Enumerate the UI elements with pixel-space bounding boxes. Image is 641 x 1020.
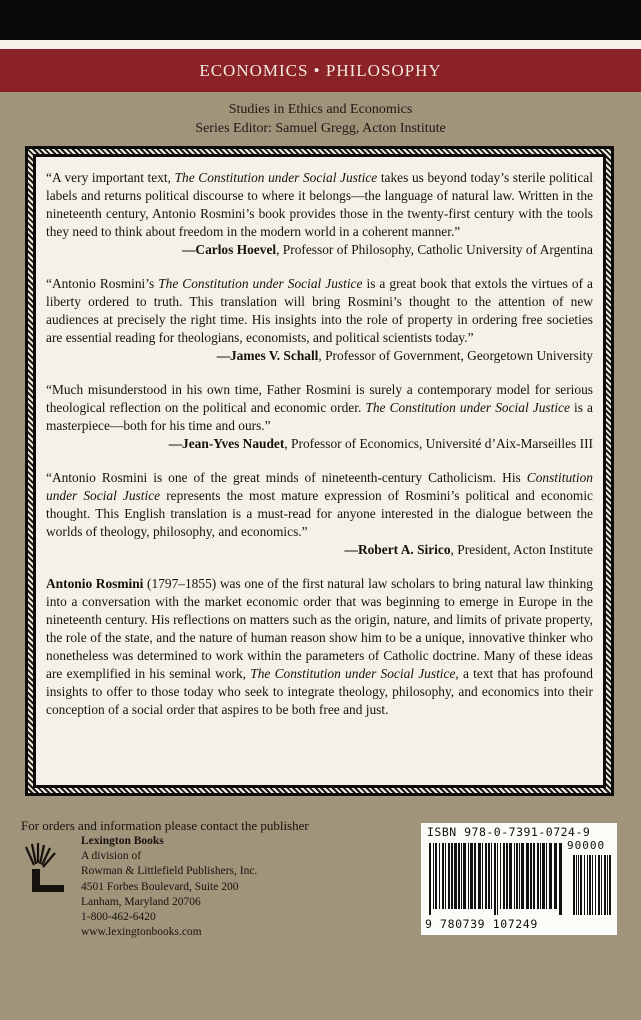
barcode-bar [461, 843, 462, 909]
orders-line: For orders and information please contact the publisher [21, 818, 309, 833]
price-code: 90000 [567, 839, 606, 852]
barcode-bar [497, 843, 498, 915]
quote-text [46, 469, 593, 541]
barcode-bar [559, 843, 562, 915]
publisher-line: A division of [81, 850, 142, 863]
barcode-bar [500, 843, 501, 909]
barcode-bar [478, 843, 481, 909]
barcode-bar [429, 843, 431, 915]
barcode-bar [463, 843, 466, 909]
barcode-bar [435, 843, 437, 909]
barcode-box [421, 823, 617, 935]
bio-text-1: (1797–1855) was one of the first natural law scholars to bring natural law thinking into a conversation with the market economic order that was beginning to emerge in Europe in the nineteenth century. His reflections on matters such as the origin, nature, and limits of private property, the role of the state, and the nature of human reason show him to be a unique, innovative thinker who nonetheless was determined to work within the parameters of Catholic doctrine. Many of these ideas are exemplified in his seminal work, [46, 576, 593, 681]
quote-text [46, 169, 593, 241]
quote-author: —Jean-Yves Naudet [168, 436, 285, 451]
quote-segment: is a masterpiece—both for his time and ours.” [46, 400, 594, 433]
barcode-bar [589, 855, 591, 915]
series-title: Studies in Ethics and Economics [228, 102, 413, 117]
quote-attribution [46, 241, 593, 259]
endorsement-quote [46, 275, 593, 365]
publisher-phone: 1-800-462-6420 [81, 911, 156, 924]
barcode-bar [474, 843, 476, 909]
barcode-bar [470, 843, 473, 909]
barcode-bar [448, 843, 450, 909]
quote-segment: represents the most mature expression of Rosmini’s political and economic thought. This English translation is a must-read for anyone interested in the dialogue between the worlds of theology, philosophy, and economics.” [46, 488, 593, 539]
quote-attribution [46, 347, 593, 365]
quote-segment: “Much misunderstood in his own time, Father Rosmini is surely a contemporary model for serious theological reflection on the political and economic order. [46, 382, 593, 415]
bio-text-2: , a text that has profound insights to offer to those today who seek to integrate theology, philosophy, and economics into their conception of a social order that aspires to be both free and just. [46, 666, 593, 717]
barcode-bars [427, 843, 613, 917]
barcode-bar [554, 843, 557, 909]
barcode-bar [584, 855, 585, 915]
quote-segment: “Antonio Rosmini is one of the great minds of nineteenth-century Catholicism. His [46, 470, 527, 485]
quote-attribution [46, 541, 593, 559]
series-editor: Series Editor: Samuel Gregg, Acton Institute [195, 121, 446, 136]
quote-text [46, 381, 593, 435]
publisher-address: 4501 Forbes Boulevard, Suite 200 [81, 880, 239, 893]
quote-affiliation: , President, Acton Institute [450, 542, 593, 557]
quote-segment: “Antonio Rosmini’s [46, 276, 159, 291]
quote-author: —James V. Schall [216, 348, 319, 363]
bio-name: Antonio Rosmini [46, 576, 144, 591]
barcode-bar [592, 855, 593, 915]
barcode-bar [458, 843, 460, 909]
barcode-bar [519, 843, 520, 909]
quote-frame [25, 146, 614, 796]
frame-inner [33, 154, 606, 788]
barcode-bar [433, 843, 434, 909]
top-white-rule [0, 40, 641, 49]
quote-panel [36, 157, 603, 785]
quote-author: —Robert A. Sirico [344, 542, 451, 557]
barcode-bar [609, 855, 611, 915]
barcode-bar [576, 855, 577, 915]
barcode-bar [595, 855, 596, 915]
quote-attribution [46, 435, 593, 453]
barcode-bar [491, 843, 492, 909]
book-title: The Constitution under Social Justice [174, 170, 378, 185]
barcode-bar [607, 855, 608, 915]
barcode-bar [537, 843, 539, 909]
barcode-bar [442, 843, 444, 909]
barcode-bar [573, 855, 575, 915]
barcode-bar [514, 843, 515, 909]
top-black-strip [0, 0, 641, 40]
quote-segment: takes us beyond today’s sterile political labels and returns political discourse to where it belongs—the language of natural law. Written in the nineteenth century, Antonio Rosmini’s book provides those in the twenty-first century with the tools they need to think about freedom in the modern world in a coherent manner.” [46, 170, 593, 239]
barcode-bar [488, 843, 490, 909]
quote-affiliation: , Professor of Government, Georgetown University [318, 348, 593, 363]
barcode-bar [506, 843, 508, 909]
barcode-bar [604, 855, 606, 915]
publisher-name: Lexington Books [81, 835, 164, 847]
endorsement-quote [46, 381, 593, 453]
category-band [0, 49, 641, 92]
author-bio [46, 575, 593, 719]
barcode-bar [526, 843, 529, 909]
barcode-bar [521, 843, 524, 909]
barcode-bar [445, 843, 446, 909]
quote-author: —Carlos Hoevel [182, 242, 277, 257]
bio-title: The Constitution under Social Justice [250, 666, 456, 681]
book-title: Constitution under Social Justice [46, 470, 593, 503]
barcode-bar [454, 843, 457, 909]
quote-segment: “A very important text, [46, 170, 175, 185]
publisher-info [81, 834, 257, 940]
barcode-bar [542, 843, 545, 909]
isbn-label: ISBN 978-0-7391-0724-9 [427, 825, 591, 839]
publisher-website: www.lexingtonbooks.com [81, 926, 202, 939]
publisher-city: Lanham, Maryland 20706 [81, 895, 201, 908]
barcode-number: 9 780739 107249 [425, 917, 538, 931]
barcode-bar [587, 855, 588, 915]
endorsement-quote [46, 169, 593, 259]
book-title: The Constitution under Social Justice [365, 400, 570, 415]
quote-affiliation: , Professor of Philosophy, Catholic University of Argentina [276, 242, 593, 257]
barcode-bar [494, 843, 496, 915]
quote-text [46, 275, 593, 347]
barcode-bar [503, 843, 505, 909]
barcode-bar [533, 843, 535, 909]
barcode-bar [540, 843, 541, 909]
quote-segment: is a great book that extols the virtues of a liberty ordered to truth. This translation will bring Rosmini’s thought to the attention of new audiences at precisely the right time. His insights into the role of property in ordering free societies are essential reading for theologians, economists, and political scientists today.” [46, 276, 593, 345]
barcode-bar [578, 855, 579, 915]
barcode-bar [546, 843, 547, 909]
barcode-bar [598, 855, 600, 915]
quote-affiliation: , Professor of Economics, Université d’Aix-Marseilles III [284, 436, 593, 451]
barcode-bar [439, 843, 440, 909]
barcode-bar [451, 843, 453, 909]
barcode-bar [482, 843, 483, 909]
barcode-bar [549, 843, 552, 909]
publisher-line: Rowman & Littlefield Publishers, Inc. [81, 865, 258, 878]
endorsements [46, 169, 593, 559]
category-label: ECONOMICS • PHILOSOPHY [199, 60, 442, 80]
endorsement-quote [46, 469, 593, 559]
barcode-bar [516, 843, 518, 909]
series-info [0, 100, 641, 138]
barcode-bar [601, 855, 602, 915]
barcode-bar [485, 843, 487, 909]
barcode-bar [580, 855, 582, 915]
barcode-bar [509, 843, 512, 909]
lexington-books-logo-icon [24, 843, 74, 893]
barcode-bar [468, 843, 469, 909]
barcode-bar [530, 843, 532, 909]
book-title: The Constitution under Social Justice [158, 276, 363, 291]
